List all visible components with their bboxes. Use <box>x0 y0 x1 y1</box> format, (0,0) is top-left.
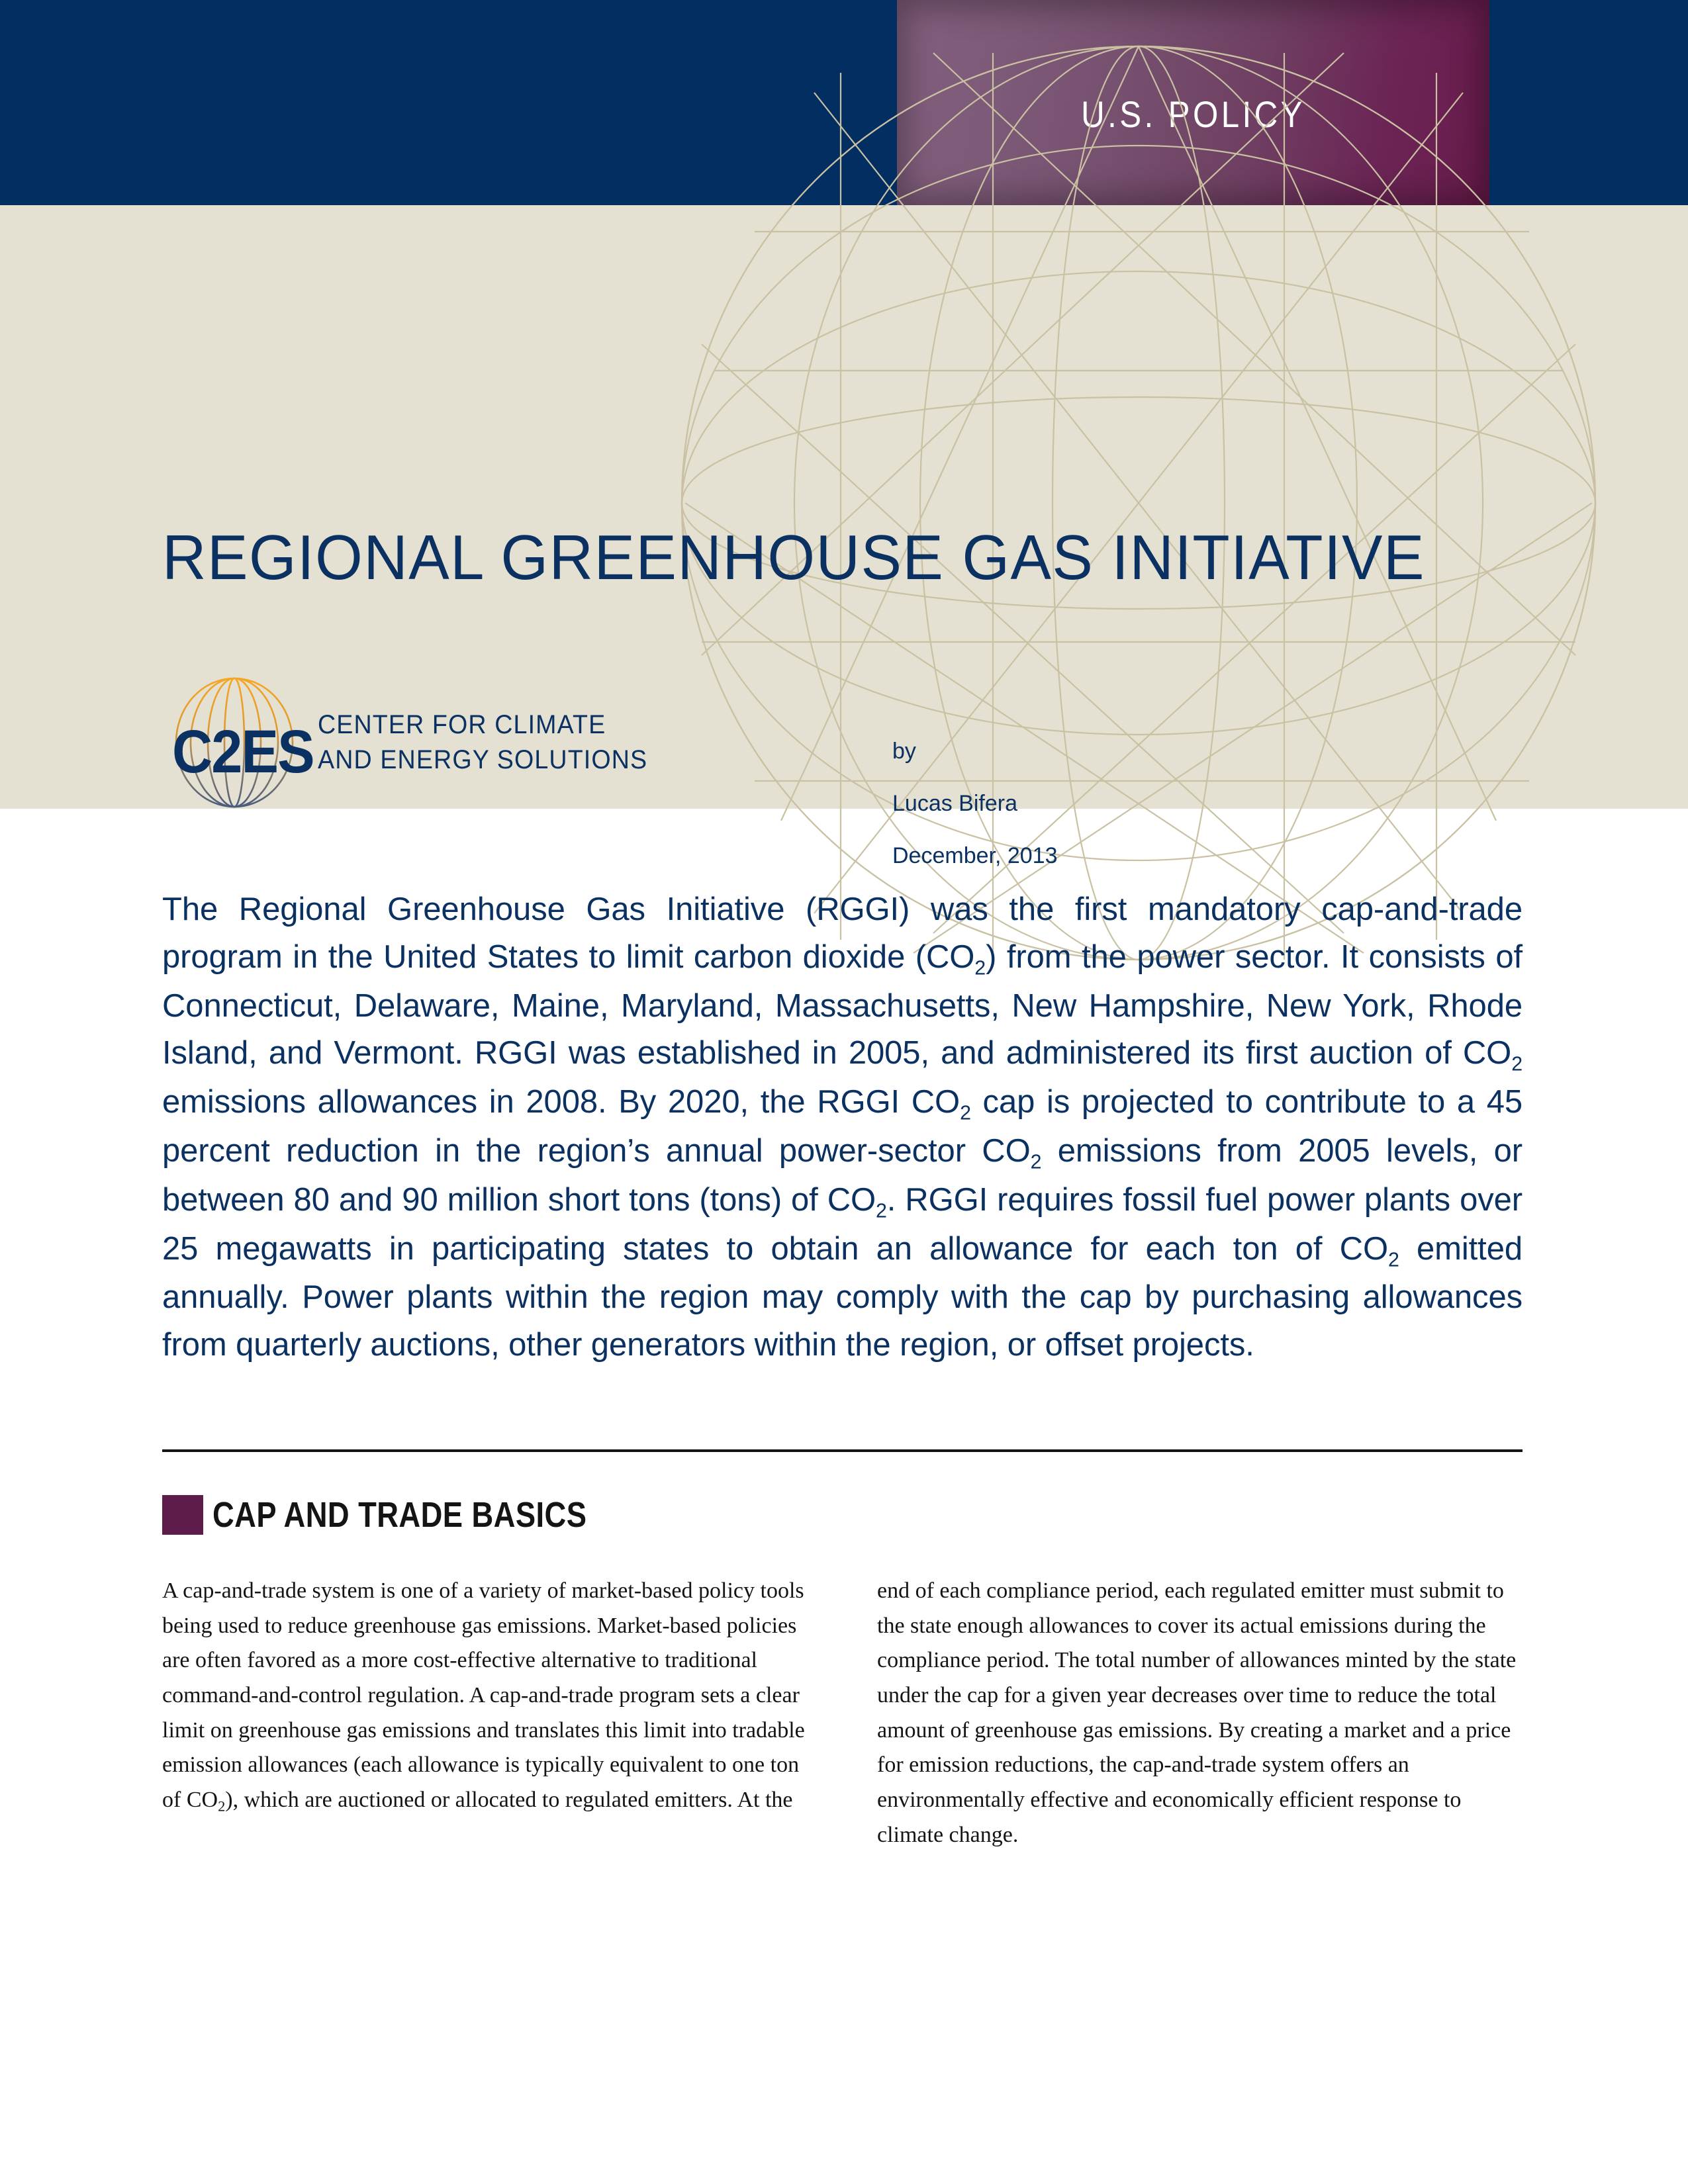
intro-text-7: emitted annually. Power plants within the region may comply with the cap by purchasing allowances from quarterly auctions, other generators within the region, or offset projects. <box>162 1230 1523 1363</box>
byline-by: by <box>892 739 916 764</box>
column-left-text-a: A cap-and-trade system is one of a variety of market-based policy tools being used to reduce greenhouse gas emissions. Market-based policies are often favored as a more cost-effective alternative to traditional command-and-control regulation. A cap-and-trade program sets a clear limit on greenhouse gas emissions and translates this limit into tradable emission allowances (each allowance is typically equivalent to one ton of CO <box>162 1578 805 1813</box>
intro-sub-2: 2 <box>1511 1052 1523 1075</box>
byline-date: December, 2013 <box>892 842 1058 868</box>
section-heading-label: CAP AND TRADE BASICS <box>212 1495 587 1535</box>
intro-sub-4: 2 <box>1030 1150 1042 1173</box>
intro-text-1: The Regional Greenhouse Gas Initiative (RGGI) was the first mandatory cap-and-trade program in the United States to limit carbon dioxide (CO <box>162 891 1523 975</box>
hero-section <box>0 205 1688 868</box>
intro-sub-1: 2 <box>974 956 986 979</box>
section-heading <box>162 1494 658 1535</box>
page-title: REGIONAL GREENHOUSE GAS INITIATIVE <box>162 522 1425 593</box>
policy-category-label: U.S. POLICY <box>1081 93 1305 135</box>
byline-author: Lucas Bifera <box>892 790 1017 816</box>
intro-text-5: emissions from 2005 levels, or between 80 and 90 million short tons (tons) of CO <box>162 1133 1523 1218</box>
intro-sub-6: 2 <box>1387 1248 1399 1271</box>
intro-text-2: ) from the power sector. It consists of Connecticut, Delaware, Maine, Maryland, Massachusetts, New Hampshire, New York, Rhode Island, and Vermont. RGGI was established in 2005, and administered its first auction of CO <box>162 938 1523 1071</box>
column-left-sub: 2 <box>218 1797 226 1815</box>
column-left-text-b: ), which are auctioned or allocated to regulated emitters. At the <box>225 1788 793 1813</box>
two-column-body <box>162 1574 1523 1853</box>
c2es-wordmark-line1: CENTER FOR CLIMATE <box>318 709 606 739</box>
intro-text-3: emissions allowances in 2008. By 2020, the RGGI CO <box>162 1084 961 1120</box>
c2es-wordmark-line2: AND ENERGY SOLUTIONS <box>318 745 648 774</box>
globe-logo-icon <box>164 676 314 809</box>
intro-text-4: cap is projected to contribute to a 45 percent reduction in the region’s annual power-sector CO <box>162 1084 1523 1169</box>
column-left <box>162 1574 808 1853</box>
c2es-logo <box>164 676 669 809</box>
square-bullet-icon <box>162 1495 203 1535</box>
intro-sub-5: 2 <box>876 1199 887 1222</box>
intro-paragraph <box>162 886 1523 1369</box>
intro-text-6: . RGGI requires fossil fuel power plants over 25 megawatts in participating states to obtain an allowance for each ton of CO <box>162 1181 1523 1267</box>
section-divider <box>162 1449 1523 1452</box>
c2es-wordmark <box>318 707 647 778</box>
c2es-acronym: C2ES <box>172 718 314 786</box>
byline <box>892 725 1058 882</box>
column-right: end of each compliance period, each regulated emitter must submit to the state enough allowances to cover its actual emissions during the compliance period. The total number of allowances minted by the state under the cap for a given year decreases over time to reduce the total amount of greenhouse gas emissions. By creating a market and a price for emission reductions, the cap-and-trade system offers an environmentally effective and economically efficient response to climate change. <box>877 1578 1517 1847</box>
intro-sub-3: 2 <box>960 1101 971 1124</box>
